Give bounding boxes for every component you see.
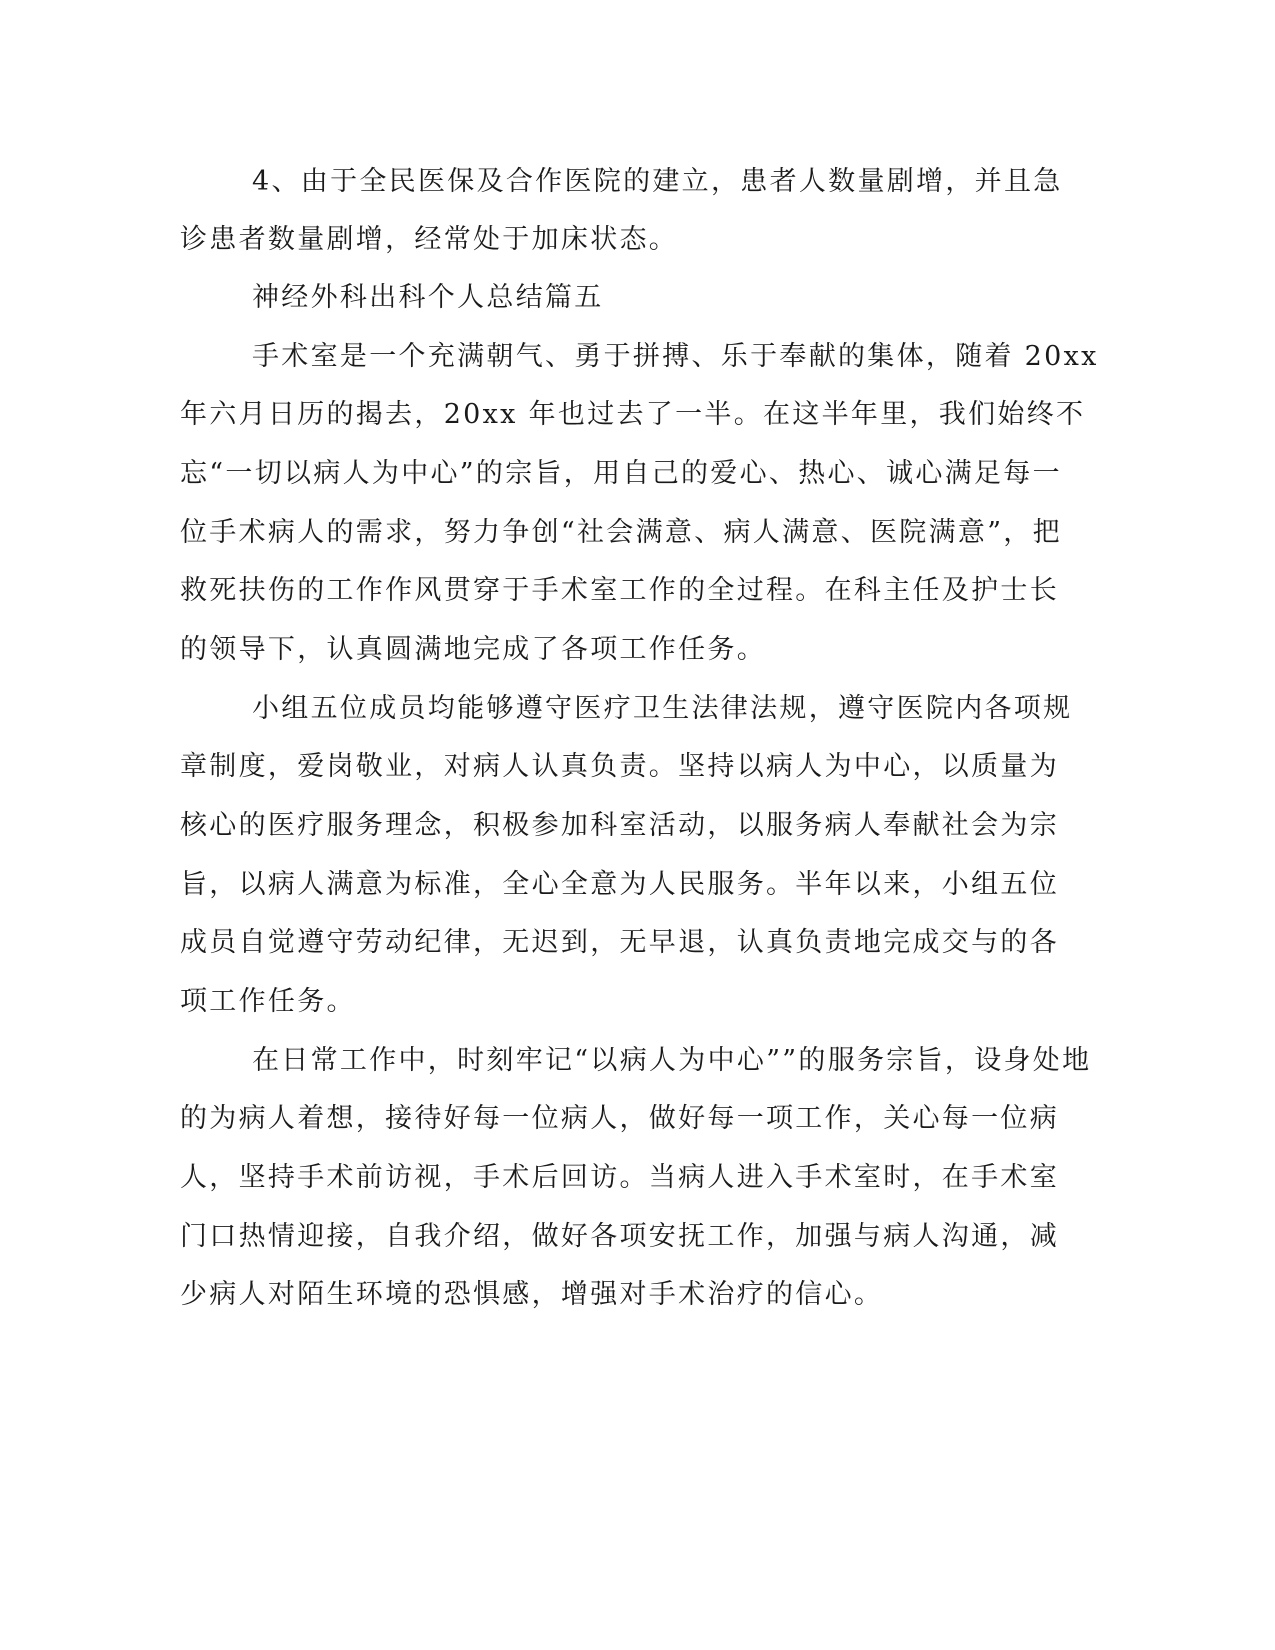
- paragraph-line: 少病人对陌生环境的恐惧感，增强对手术治疗的信心。: [180, 1279, 884, 1310]
- paragraph-line: 位手术病人的需求，努力争创“社会满意、病人满意、医院满意”，把: [180, 517, 1062, 548]
- paragraph-line: 的为病人着想，接待好每一位病人，做好每一项工作，关心每一位病: [180, 1103, 1059, 1134]
- paragraph-line: 旨，以病人满意为标准，全心全意为人民服务。半年以来，小组五位: [180, 869, 1059, 900]
- paragraph-line: 在日常工作中，时刻牢记“以病人为中心””的服务宗旨，设身处地: [252, 1045, 1092, 1076]
- paragraph-line: 忘“一切以病人为中心”的宗旨，用自己的爱心、热心、诚心满足每一: [180, 458, 1062, 489]
- paragraph-line: 的领导下，认真圆满地完成了各项工作任务。: [180, 634, 766, 665]
- paragraph-line: 项工作任务。: [180, 986, 356, 1017]
- paragraph-line: 救死扶伤的工作作风贯穿于手术室工作的全过程。在科主任及护士长: [180, 575, 1059, 606]
- paragraph-line: 小组五位成员均能够遵守医疗卫生法律法规，遵守医院内各项规: [252, 693, 1073, 724]
- paragraph-line: 诊患者数量剧增，经常处于加床状态。: [180, 224, 679, 255]
- section-heading: 神经外科出科个人总结篇五: [252, 282, 604, 313]
- paragraph-line: 年六月日历的揭去，20xx 年也过去了一半。在这半年里，我们始终不: [180, 399, 1086, 430]
- paragraph-line: 4、由于全民医保及合作医院的建立，患者人数量剧增，并且急: [252, 166, 1063, 197]
- paragraph-line: 人，坚持手术前访视，手术后回访。当病人进入手术室时，在手术室: [180, 1162, 1059, 1193]
- paragraph-line: 门口热情迎接，自我介绍，做好各项安抚工作，加强与病人沟通，减: [180, 1221, 1059, 1252]
- paragraph-line: 成员自觉遵守劳动纪律，无迟到，无早退，认真负责地完成交与的各: [180, 927, 1059, 958]
- paragraph-line: 手术室是一个充满朝气、勇于拼搏、乐于奉献的集体，随着 20xx: [252, 341, 1099, 372]
- paragraph-line: 章制度，爱岗敬业，对病人认真负责。坚持以病人为中心，以质量为: [180, 751, 1059, 782]
- paragraph-line: 核心的医疗服务理念，积极参加科室活动，以服务病人奉献社会为宗: [180, 810, 1059, 841]
